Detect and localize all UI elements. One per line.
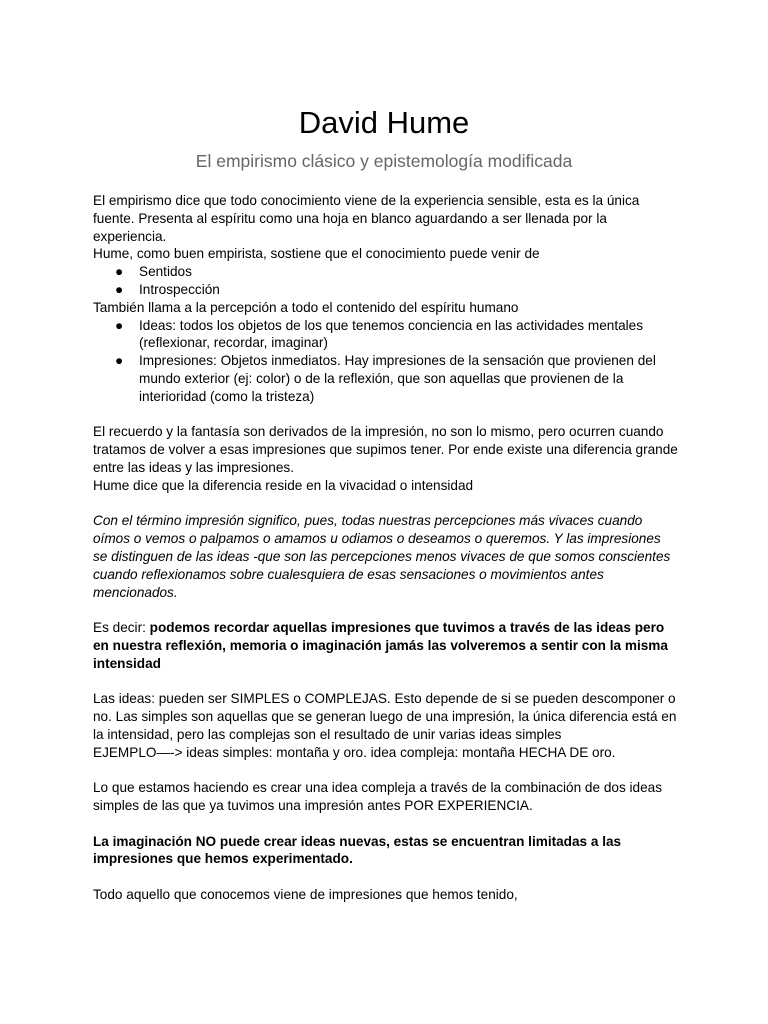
spacer	[93, 495, 678, 513]
list-item-text: Impresiones: Objetos inmediatos. Hay impresiones de la sensación que provienen del mundo exterior (ej: color) o de la reflexión, que son aquellas que provienen de la interioridad (como la tristeza)	[139, 353, 656, 404]
spacer	[93, 406, 678, 424]
paragraph-ideas: Las ideas: pueden ser SIMPLES o COMPLEJAS. Esto depende de si se pueden descomponer o no. Las simples son aquellas que se generan luego de una impresión, la única diferencia está en la intensidad, pero las complejas son el resultado de unir varias ideas simples	[93, 691, 677, 742]
paragraph-percepcion: También llama a la percepción a todo el contenido del espíritu humano	[93, 299, 519, 315]
list-item-text: Introspección	[139, 281, 220, 297]
imaginacion-bold: La imaginación NO puede crear ideas nuevas, estas se encuentran limitadas a las impresiones que hemos experimentado.	[93, 833, 622, 867]
bullet-icon: ●	[115, 264, 124, 280]
quote-paragraph	[93, 512, 678, 601]
sources-list	[93, 263, 678, 299]
spacer	[93, 762, 678, 780]
es-decir-bold: podemos recordar aquellas impresiones que tuvimos a través de las ideas pero en nuestra reflexión, memoria o imaginación jamás las volveremos a sentir con la misma intensidad	[93, 620, 668, 671]
spacer	[93, 868, 678, 886]
document-body	[93, 192, 678, 904]
paragraph-es-decir	[93, 619, 678, 672]
list-item	[93, 281, 678, 299]
list-item	[93, 352, 678, 405]
paragraph-conocemos: Todo aquello que conocemos viene de impresiones que hemos tenido,	[93, 887, 518, 903]
bullet-icon: ●	[115, 317, 124, 333]
list-item-text: Sentidos	[139, 264, 192, 280]
bullet-icon: ●	[115, 281, 124, 297]
paragraph-empirismo: El empirismo dice que todo conocimiento viene de la experiencia sensible, esta es la única fuente. Presenta al espíritu como una hoja en blanco aguardando a ser llenada por la experiencia.	[93, 193, 640, 244]
perception-list	[93, 317, 678, 406]
bullet-icon: ●	[115, 353, 124, 369]
list-item	[93, 263, 678, 281]
paragraph-recuerdo: El recuerdo y la fantasía son derivados de la impresión, no son lo mismo, pero ocurren cuando tratamos de volver a esas impresiones que supimos tener. Por ende existe una diferencia grande entre las ideas y las impresiones.	[93, 424, 678, 475]
list-item-text: Ideas: todos los objetos de los que tenemos conciencia en las actividades mentales (reflexionar, recordar, imaginar)	[139, 317, 644, 351]
list-item	[93, 317, 678, 353]
paragraph-ejemplo: EJEMPLO—-> ideas simples: montaña y oro. idea compleja: montaña HECHA DE oro.	[93, 744, 616, 760]
es-decir-lead: Es decir:	[93, 620, 150, 636]
paragraph-idea-compleja: Lo que estamos haciendo es crear una idea compleja a través de la combinación de dos ideas simples de las que ya tuvimos una impresión antes POR EXPERIENCIA.	[93, 780, 663, 814]
document-title: David Hume	[298, 105, 470, 140]
spacer	[93, 601, 678, 619]
paragraph-diferencia: Hume dice que la diferencia reside en la vivacidad o intensidad	[93, 477, 474, 493]
spacer	[93, 673, 678, 691]
document-subtitle: El empirismo clásico y epistemología modificada	[195, 151, 573, 171]
paragraph-imaginacion	[93, 833, 678, 869]
spacer	[93, 815, 678, 833]
paragraph-hume-empirista: Hume, como buen empirista, sostiene que el conocimiento puede venir de	[93, 246, 540, 262]
quote-text: Con el término impresión significo, pues, todas nuestras percepciones más vivaces cuando oímos o vemos o palpamos o amamos u odiamos o deseamos o queremos. Y las impresiones se distinguen de las ideas -que son las percepciones menos vivaces de que somos conscientes cuando reflexionamos sobre cualesquiera de esas sensaciones o movimientos antes mencionados.	[93, 513, 671, 600]
